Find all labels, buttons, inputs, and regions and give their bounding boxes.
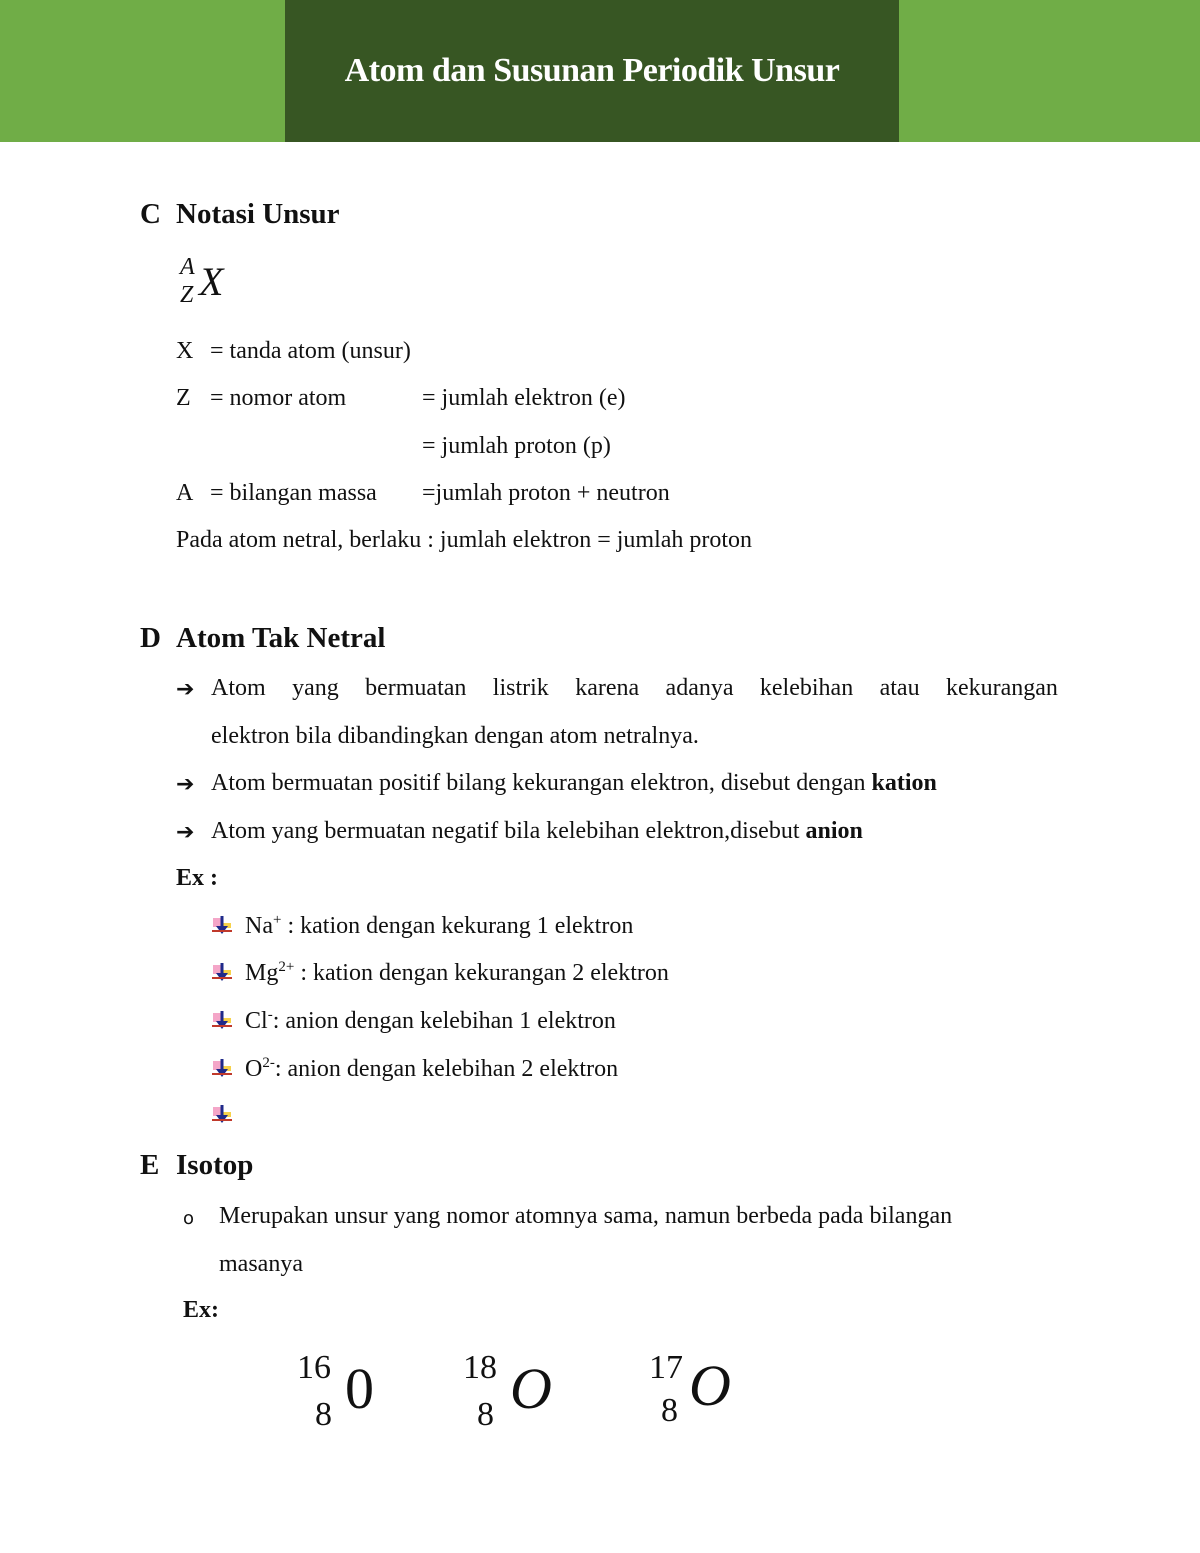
down-arrow-bullet-icon xyxy=(210,914,234,938)
isotope-symbol: 0 xyxy=(345,1356,374,1421)
example-item xyxy=(245,1055,618,1083)
point-2 xyxy=(211,770,937,797)
neutral-atom-note: Pada atom netral, berlaku : jumlah elektron = jumlah proton xyxy=(176,527,753,553)
ion-symbol: Cl xyxy=(245,1008,268,1034)
example-item xyxy=(245,959,669,987)
isotope-symbol: O xyxy=(689,1353,731,1418)
section-e-letter: E xyxy=(140,1149,160,1181)
def-symbol: X xyxy=(176,338,194,364)
ion-charge: 2+ xyxy=(278,959,295,975)
isotope-atomic-number: 8 xyxy=(315,1396,332,1433)
section-d-letter: D xyxy=(140,622,161,654)
word: atau xyxy=(879,675,920,701)
def-equation: = jumlah proton (p) xyxy=(422,433,611,459)
isotope-atomic-number: 8 xyxy=(661,1392,678,1429)
word: Atom xyxy=(211,675,266,701)
example-item xyxy=(245,912,633,940)
word: bermuatan xyxy=(365,675,467,701)
def-description: = nomor atom xyxy=(210,385,347,411)
header-title-box xyxy=(285,0,899,142)
point-term: kation xyxy=(871,770,937,796)
isotope-atomic-number: 8 xyxy=(477,1396,494,1433)
def-equation: = jumlah elektron (e) xyxy=(422,385,626,411)
down-arrow-bullet-icon xyxy=(210,1103,234,1127)
ion-description: : anion dengan kelebihan 1 elektron xyxy=(272,1008,616,1034)
word: kelebihan xyxy=(759,675,854,701)
point-term: anion xyxy=(805,818,863,844)
down-arrow-bullet-icon xyxy=(210,1057,234,1081)
section-c-letter: C xyxy=(140,198,161,230)
notation-atomic-number: Z xyxy=(180,282,194,308)
section-e-title: Isotop xyxy=(176,1149,254,1181)
word: kekurangan xyxy=(945,675,1058,701)
ion-description: : kation dengan kekurang 1 elektron xyxy=(281,913,634,939)
def-symbol: Z xyxy=(176,385,191,411)
def-equation: =jumlah proton + neutron xyxy=(422,480,670,506)
word: yang xyxy=(292,675,339,701)
section-d-title: Atom Tak Netral xyxy=(176,622,386,654)
isotope-example-label: Ex: xyxy=(183,1297,219,1323)
notation-mass-number: A xyxy=(180,254,195,280)
down-arrow-bullet-icon xyxy=(210,1009,234,1033)
point-1-line-2: elektron bila dibandingkan dengan atom netralnya. xyxy=(211,723,699,749)
notation-symbol: X xyxy=(199,259,224,304)
ion-charge: + xyxy=(272,912,282,928)
point-3 xyxy=(211,818,863,845)
ion-symbol: Na xyxy=(245,913,273,939)
arrow-bullet-icon: ➔ xyxy=(176,677,195,702)
def-symbol: A xyxy=(176,480,194,506)
circle-bullet-icon: o xyxy=(183,1208,195,1229)
arrow-bullet-icon: ➔ xyxy=(176,772,195,797)
ion-charge: - xyxy=(267,1007,273,1023)
isotope-mass-number: 16 xyxy=(297,1349,331,1386)
word: karena xyxy=(575,675,640,701)
isotope-definition-line-1: Merupakan unsur yang nomor atomnya sama, namun berbeda pada bilangan xyxy=(219,1203,953,1229)
isotope-symbol: O xyxy=(510,1356,552,1421)
def-description: = tanda atom (unsur) xyxy=(210,338,411,364)
isotope-mass-number: 17 xyxy=(649,1349,683,1386)
example-label: Ex : xyxy=(176,865,218,891)
down-arrow-bullet-icon xyxy=(210,961,234,985)
isotope-definition-line-2: masanya xyxy=(219,1251,303,1277)
isotope-mass-number: 18 xyxy=(463,1349,497,1386)
arrow-bullet-icon: ➔ xyxy=(176,820,195,845)
ion-description: : anion dengan kelebihan 2 elektron xyxy=(274,1056,619,1082)
ion-description: : kation dengan kekurangan 2 elektron xyxy=(294,960,669,986)
def-description: = bilangan massa xyxy=(210,480,377,506)
ion-symbol: O xyxy=(245,1056,263,1082)
page-title: Atom dan Susunan Periodik Unsur xyxy=(344,52,840,89)
ion-charge: 2- xyxy=(262,1055,275,1071)
point-1-line-1 xyxy=(211,675,1058,702)
word: adanya xyxy=(665,675,734,701)
word: listrik xyxy=(492,675,549,701)
point-text: Atom bermuatan positif bilang kekurangan elektron, disebut dengan xyxy=(211,770,872,796)
example-item xyxy=(245,1007,616,1035)
point-text: Atom yang bermuatan negatif bila kelebihan elektron,disebut xyxy=(211,818,806,844)
section-c-title: Notasi Unsur xyxy=(176,198,340,230)
ion-symbol: Mg xyxy=(245,960,279,986)
